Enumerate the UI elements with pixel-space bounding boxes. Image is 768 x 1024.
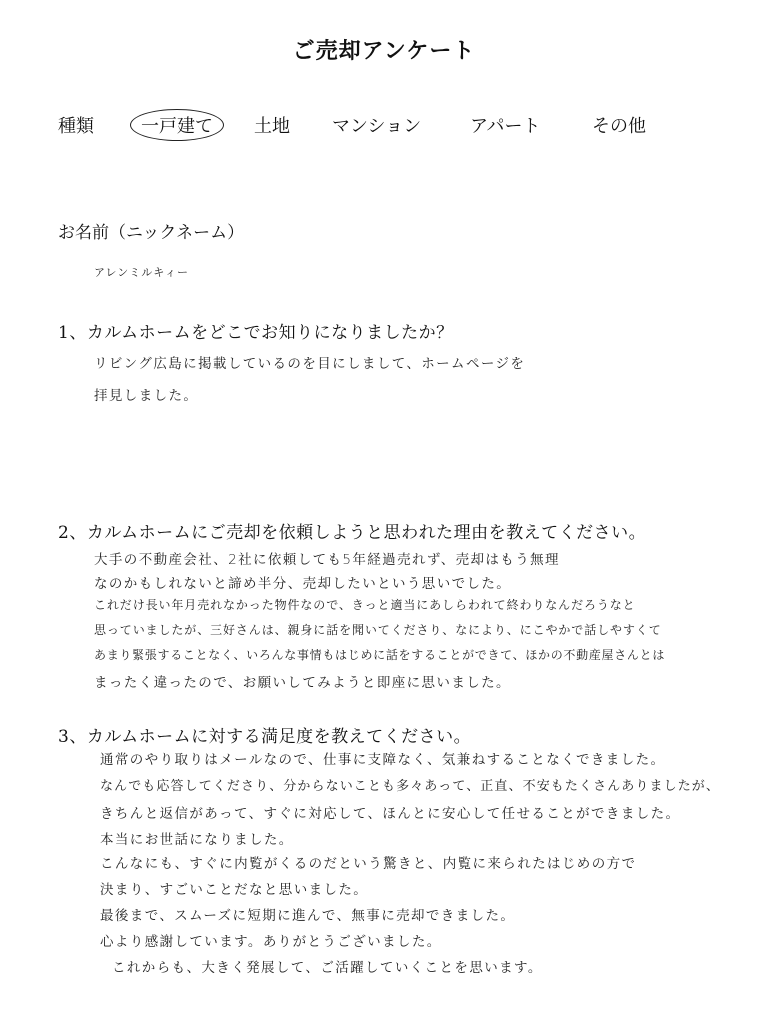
question-3-answer-line: 本当にお世話になりました。 [100,832,294,848]
question-2-answer-line: まったく違ったので、お願いしてみようと即座に思いました。 [94,675,511,691]
question-2-answer-line: 大手の不動産会社、2社に依頼しても5年経過売れず、売却はもう無理 [94,552,560,568]
question-2-label: 2、カルムホームにご売却を依頼しようと思われた理由を教えてください。 [58,523,647,543]
type-option-detached-house-selected: 一戸建て [130,109,224,141]
question-3-answer-line: 決まり、すごいことだなと思いました。 [100,882,369,898]
name-answer: アレンミルキィー [94,266,189,279]
page-title: ご売却アンケート [292,38,476,64]
question-3-answer-line: なんでも応答してくださり、分からないことも多々あって、正直、不安もたくさんありましたが、 [100,779,721,794]
property-type-row [0,112,768,142]
type-option-apartment: アパート [470,116,541,137]
question-2-answer-line: あまり緊張することなく、いろんな事情もはじめに話をすることができて、ほかの不動産屋さんとは [94,648,666,662]
type-option-other: その他 [592,116,646,137]
question-3-answer-line: 最後まで、スムーズに短期に進んで、無事に売却できました。 [100,908,516,924]
question-1-label: 1、カルムホームをどこでお知りになりましたか？ [58,323,454,343]
question-1-answer-line: リビング広島に掲載しているのを目にしまして、ホームページを [94,356,526,372]
question-2-answer-line: なのかもしれないと諦め半分、売却したいという思いでした。 [94,576,512,592]
question-2-answer-line: これだけ長い年月売れなかった物件なので、きっと適当にあしらわれて終わりなんだろうなと [94,598,636,612]
question-3-answer-line: 心より感謝しています。ありがとうございました。 [100,934,442,950]
question-2-answer-line: 思っていましたが、三好さんは、親身に話を聞いてくださり、なにより、にこやかで話しやすくて [94,623,662,637]
type-option-condominium: マンション [332,116,422,137]
name-label: お名前（ニックネーム） [58,223,245,243]
question-3-answer-line: 通常のやり取りはメールなので、仕事に支障なく、気兼ねすることなくできました。 [100,752,666,768]
question-1-answer-line: 拝見しました。 [94,388,199,404]
type-label: 種類 [58,116,94,137]
question-3-answer-line: きちんと返信があって、すぐに対応して、ほんとに安心して任せることができました。 [100,806,681,822]
question-3-answer-line: こんなにも、すぐに内覧がくるのだという驚きと、内覧に来られたはじめの方で [100,856,637,872]
question-3-label: 3、カルムホームに対する満足度を教えてください。 [58,727,472,747]
type-option-land: 土地 [254,116,290,137]
question-3-answer-line: これからも、大きく発展して、ご活躍していくことを思います。 [112,960,543,976]
